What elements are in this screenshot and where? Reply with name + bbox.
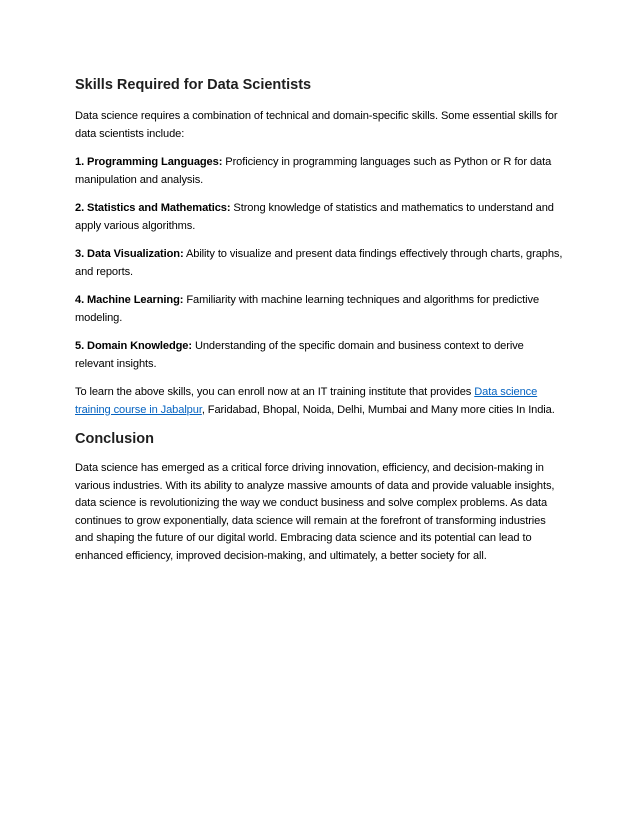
skill-description: Understanding of the specific domain and business context to derive relevant insights.	[75, 340, 524, 370]
conclusion-paragraph: Data science has emerged as a critical force driving innovation, efficiency, and decision-making in various industries. With its ability to analyze massive amounts of data and provide valuable insights, data science is revolutionizing the way we conduct business and solve complex problems. As data continues to grow exponentially, data science will remain at the forefront of transforming industries and shaping the future of our digital world. Embracing data science and its potential can lead to enhanced efficiency, improved decision-making, and ultimately, a better society for all.	[75, 462, 555, 562]
skills-heading: Skills Required for Data Scientists	[75, 77, 312, 93]
skills-intro: Data science requires a combination of technical and domain-specific skills. Some essential skills for data scientists include:	[75, 110, 558, 140]
document-content	[75, 76, 565, 576]
skill-title: 4. Machine Learning:	[75, 294, 184, 306]
skill-item-statistics	[75, 200, 565, 235]
skill-item-domain-knowledge	[75, 338, 565, 373]
skill-description: Ability to visualize and present data findings effectively through charts, graphs, and reports.	[75, 248, 563, 278]
skill-description: Strong knowledge of statistics and mathematics to understand and apply various algorithms.	[75, 202, 554, 232]
skill-title: 1. Programming Languages:	[75, 156, 223, 168]
skill-title: 3. Data Visualization:	[75, 248, 184, 260]
enroll-text-after: , Faridabad, Bhopal, Noida, Delhi, Mumbai and Many more cities In India.	[201, 403, 555, 416]
skill-title: 2. Statistics and Mathematics:	[75, 202, 231, 214]
enroll-text-before: To learn the above skills, you can enroll now at an IT training institute that provides	[75, 386, 475, 398]
skill-item-visualization	[75, 246, 565, 281]
conclusion-heading: Conclusion	[75, 431, 154, 447]
course-link[interactable]: Data science training course in Jabalpur	[75, 386, 538, 416]
skill-description: Proficiency in programming languages such as Python or R for data manipulation and analysis.	[75, 156, 552, 186]
skill-item-machine-learning	[75, 292, 565, 327]
skill-item-programming	[75, 154, 565, 189]
enroll-paragraph	[75, 384, 565, 419]
skill-description: Familiarity with machine learning techniques and algorithms for predictive modeling.	[75, 294, 540, 324]
skill-title: 5. Domain Knowledge:	[75, 340, 192, 352]
